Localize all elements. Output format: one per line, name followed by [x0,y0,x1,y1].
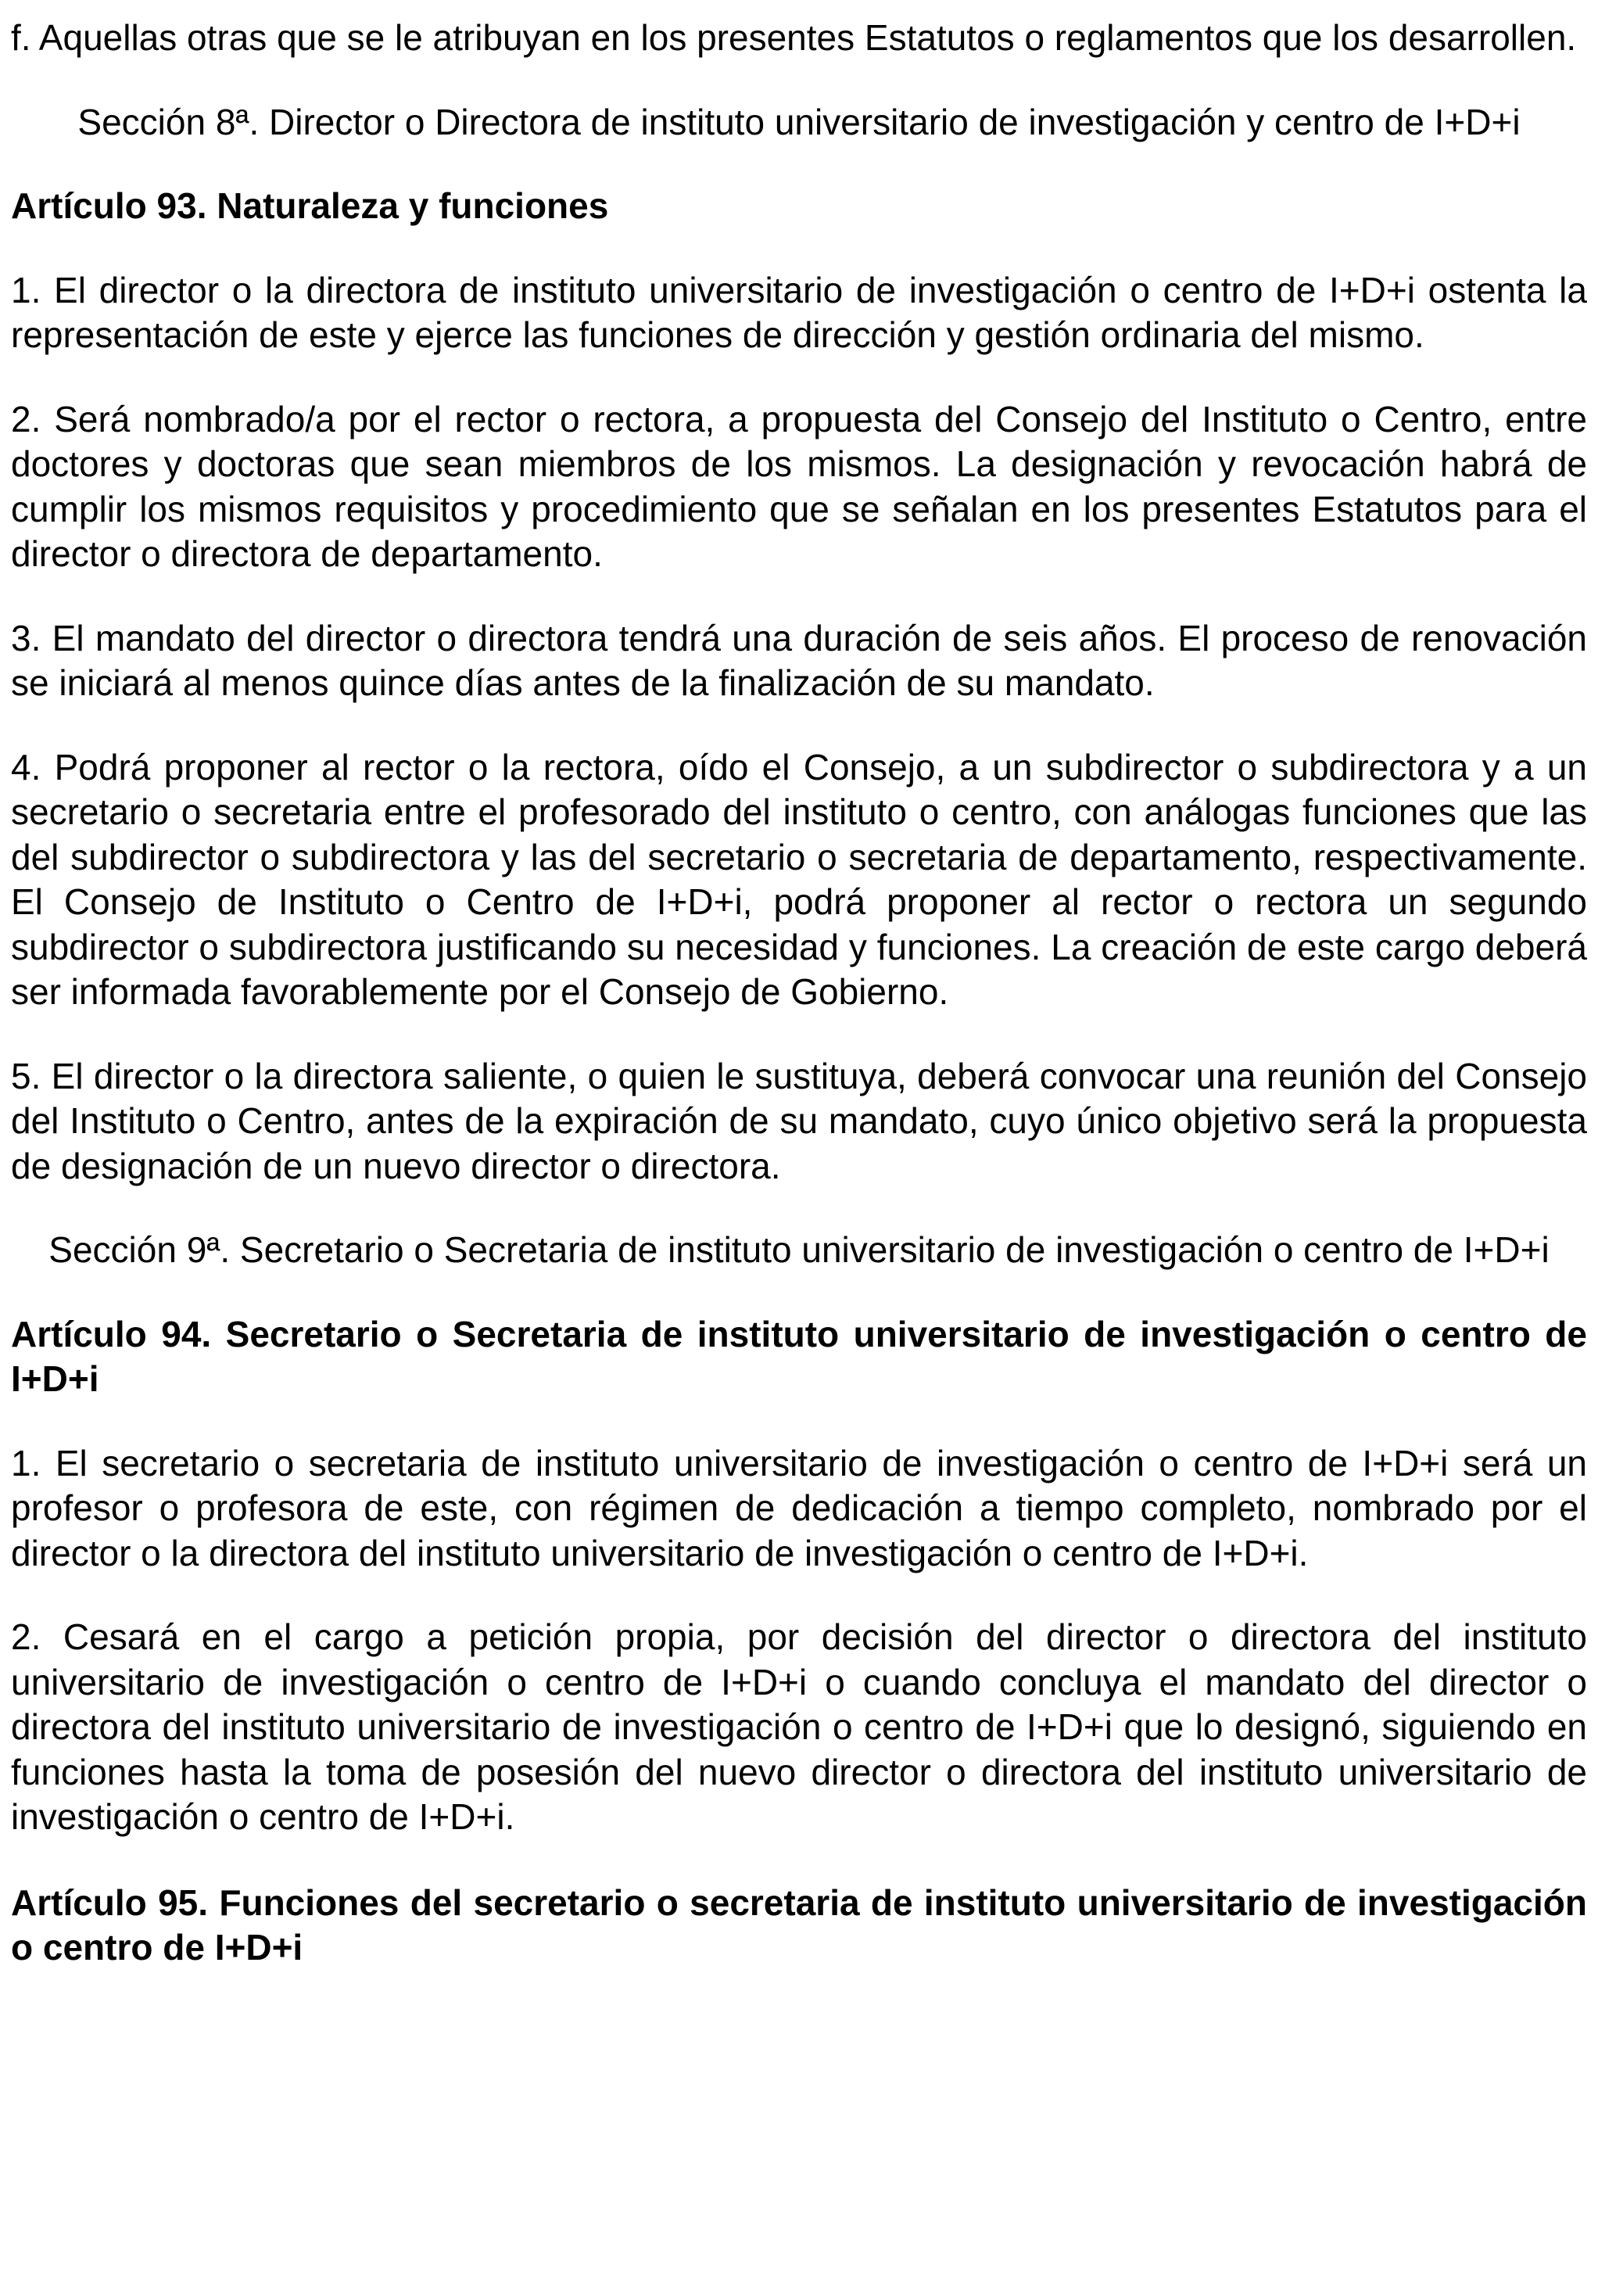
document-page [11,16,1587,1971]
article-94-heading: Artículo 94. Secretario o Secretaria de instituto universitario de investigación o centro de I+D+i [11,1313,1587,1399]
article-95-heading: Artículo 95. Funciones del secretario o secretaria de instituto universitario de investigación o centro de I+D+i [11,1882,1587,1968]
article-94-paragraph-1: 1. El secretario o secretaria de instituto universitario de investigación o centro de I+D+i será un profesor o profesora de este, con régimen de dedicación a tiempo completo, nombrado por el director o la directora del instituto universitario de investigación o centro de I+D+i. [11,1442,1587,1573]
article-93-paragraph-4: 4. Podrá proponer al rector o la rectora, oído el Consejo, a un subdirector o subdirectora y a un secretario o secretaria entre el profesorado del instituto o centro, con análogas funciones que las del subdirector o subdirectora y las del secretario o secretaria de departamento, respectivamente. El Consejo de Instituto o Centro de I+D+i, podrá proponer al rector o rectora un segundo subdirector o subdirectora justificando su necesidad y funciones. La creación de este cargo deberá ser informada favorablemente por el Consejo de Gobierno. [11,746,1587,1012]
section-9-heading: Sección 9ª. Secretario o Secretaria de instituto universitario de investigación o centro de I+D+i [48,1229,1550,1270]
article-93-paragraph-1: 1. El director o la directora de instituto universitario de investigación o centro de I+D+i ostenta la representación de este y ejerce las funciones de dirección y gestión ordinaria del mismo. [11,269,1587,355]
section-8-heading: Sección 8ª. Director o Directora de instituto universitario de investigación y centro de I+D+i [77,101,1521,142]
article-93-paragraph-2: 2. Será nombrado/a por el rector o rectora, a propuesta del Consejo del Instituto o Centro, entre doctores y doctoras que sean miembros de los mismos. La designación y revocación habrá de cumplir los mismos requisitos y procedimiento que se señalan en los presentes Estatutos para el director o directora de departamento. [11,398,1587,574]
article-93-heading: Artículo 93. Naturaleza y funciones [11,185,609,226]
paragraph-f-other-functions: f. Aquellas otras que se le atribuyan en los presentes Estatutos o reglamentos que los desarrollen. [11,17,1577,58]
article-93-paragraph-5: 5. El director o la directora saliente, o quien le sustituya, deberá convocar una reunión del Consejo del Instituto o Centro, antes de la expiración de su mandato, cuyo único objetivo será la propuesta de designación de un nuevo director o directora. [11,1055,1587,1186]
article-94-paragraph-2: 2. Cesará en el cargo a petición propia, por decisión del director o directora del instituto universitario de investigación o centro de I+D+i o cuando concluya el mandato del director o directora del instituto universitario de investigación o centro de I+D+i que lo designó, siguiendo en funciones hasta la toma de posesión del nuevo director o directora del instituto universitario de investigación o centro de I+D+i. [11,1616,1587,1837]
article-93-paragraph-3: 3. El mandato del director o directora tendrá una duración de seis años. El proceso de renovación se iniciará al menos quince días antes de la finalización de su mandato. [11,617,1587,703]
